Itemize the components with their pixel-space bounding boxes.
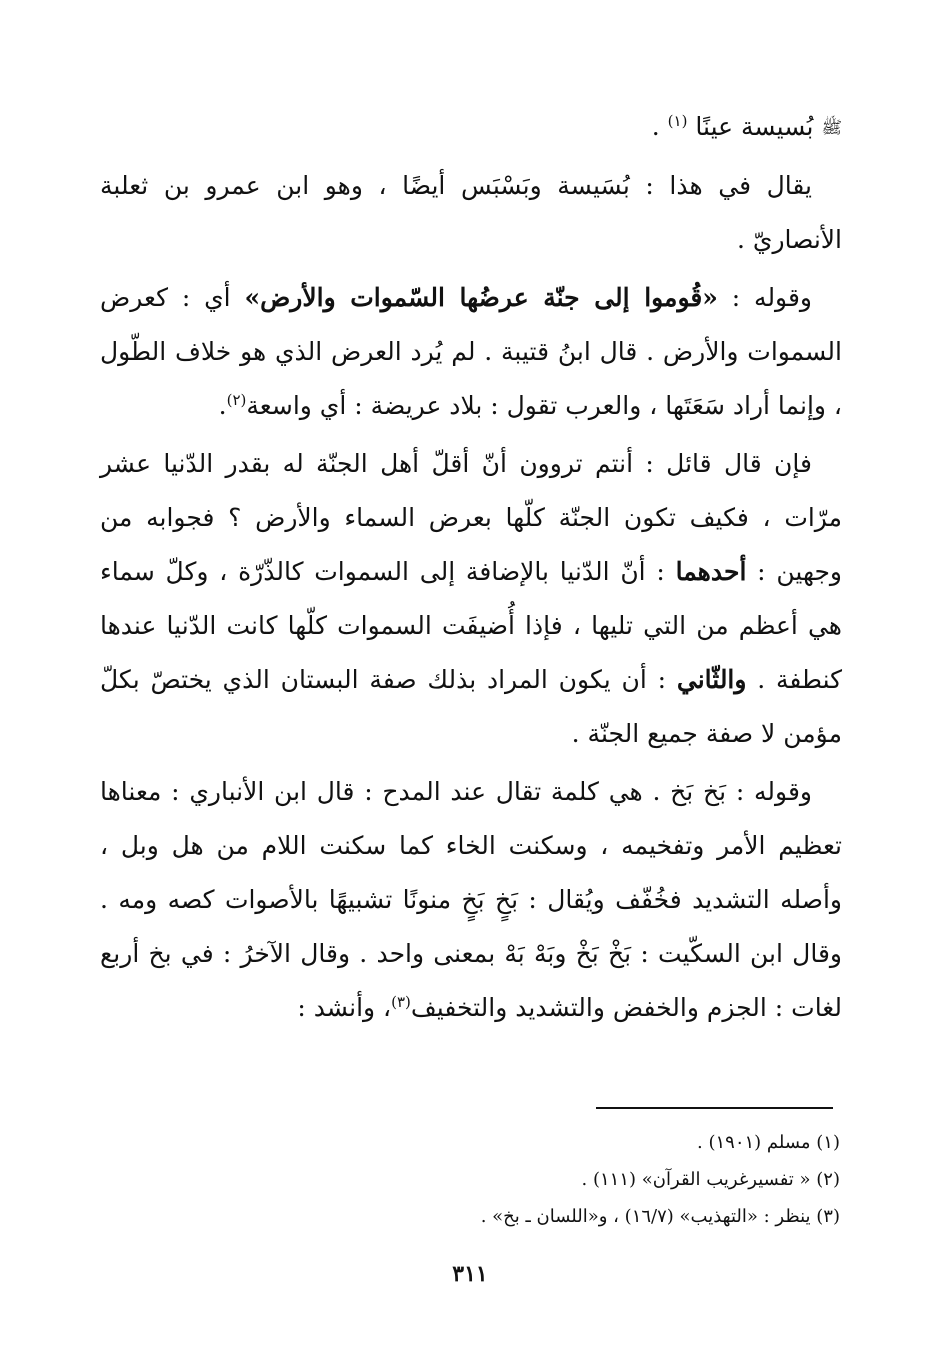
verse-commentary: أي : كعرض السموات والأرض . قال ابنُ قتيبة . لم يُرد العرض الذي هو خلاف الطّول ، وإنما أراد سَعَتَها ، والعرب تقول : بلاد عريضة : أي واسعة <box>100 283 842 420</box>
footnote-2: (٢) « تفسيرغريب القرآن» (١١١) . <box>581 1169 840 1190</box>
footnote-ref-3: (٣) <box>391 993 411 1011</box>
footnotes <box>300 1124 840 1235</box>
footnote-divider <box>596 1107 833 1109</box>
opening-line-end: . <box>651 112 660 141</box>
footnote-ref-1: (١) <box>667 112 688 130</box>
bakh-text: وقوله : بَخ بَخ . هي كلمة تقال عند المدح : قال ابن الأنباري : معناها تعظيم الأمر وتفخيمه ، وسكنت الخاء كما سكنت اللام من هل وبل ، وأصله التشديد فخُفّف ويُقال : بَخٍ بَخٍ منونًا تشبيهًا بالأصوات كصه ومه . وقال ابن السكّيت : بَخْ بَخْ وبَهْ بَهْ بمعنى واحد . وقال الآخرُ : في بخ أربع لغات : الجزم والخفض والتشديد والتخفيف <box>100 777 842 1022</box>
opening-line <box>100 100 842 155</box>
second-answer-text: : أن يكون المراد بذلك صفة البستان الذي يختصّ بكلّ مؤمن لا صفة جميع الجنّة . <box>100 665 842 748</box>
footnote-3: (٣) ينظر : «التهذيب» (١٦/٧) ، و«اللسان ـ بخ» . <box>480 1206 840 1227</box>
page-number: ٣١١ <box>452 1261 488 1287</box>
first-answer-label: أحدهما <box>675 557 747 586</box>
opening-line-text: بُسيسة عينًا <box>695 112 814 141</box>
bakh-text-end: ، وأنشد : <box>297 993 392 1022</box>
verse-commentary-end: . <box>218 391 227 420</box>
paragraph-quran-verse <box>100 271 842 433</box>
quran-quote: «قُوموا إلى جنّة عرضُها السّموات والأرض» <box>244 283 718 312</box>
paragraph-busaysa: يقال في هذا : بُسَيسة وبَسْبَس أيضًا ، وهو ابن عمرو بن ثعلبة الأنصاريّ . <box>100 171 842 254</box>
paragraph-bakh <box>100 765 842 1035</box>
second-answer-label: والثّاني <box>676 665 747 694</box>
paragraph-question <box>100 437 842 761</box>
footnote-1: (١) مسلم (١٩٠١) . <box>697 1132 840 1153</box>
main-text <box>100 100 842 1039</box>
footnote-ref-2: (٢) <box>226 391 247 409</box>
first-answer-text: : أنّ الدّنيا بالإضافة إلى السموات كالذّرّة ، وكلّ سماء هي أعظم من التي تليها ، فإذا أُضيفَت السموات كلّها كانت الدّنيا عندها كنطفة . <box>100 557 843 694</box>
prophet-honorific: ﷺ <box>821 118 842 138</box>
verse-lead: وقوله : <box>731 283 812 312</box>
question-text: فإن قال قائل : أنتم تروون أنّ أقلّ أهل الجنّة له بقدر الدّنيا عشر مرّات ، فكيف تكون الجنّة كلّها بعرض السماء والأرض ؟ فجوابه من وجهين : <box>100 449 842 586</box>
